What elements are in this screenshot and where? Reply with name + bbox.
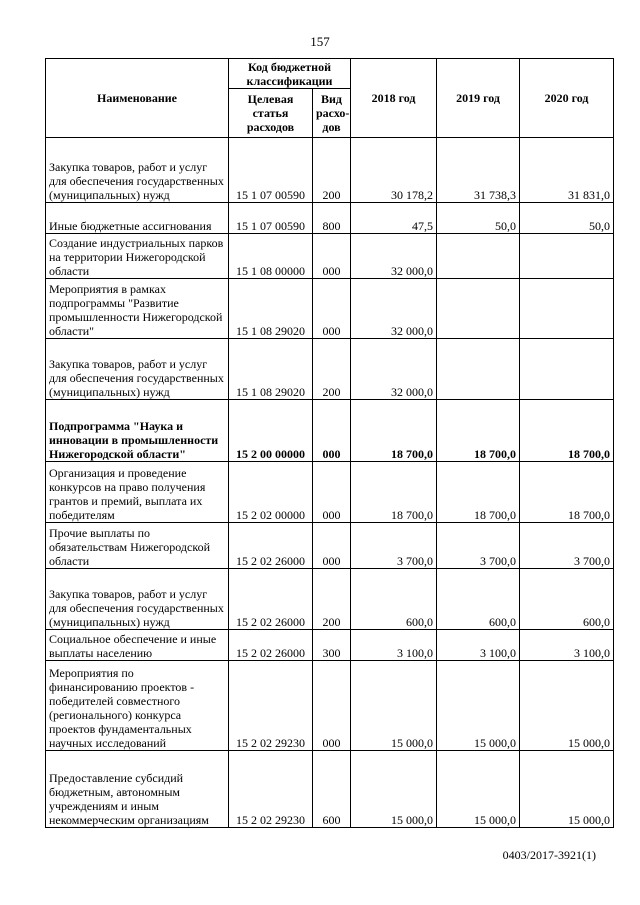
- row-amount-2019: 31 738,3: [437, 138, 520, 203]
- row-amount-2020: 3 100,0: [520, 630, 614, 661]
- table-row: [46, 203, 614, 234]
- table-row: [46, 400, 614, 462]
- row-amount-2020: 15 000,0: [520, 751, 614, 828]
- row-expense-type: 000: [313, 462, 351, 523]
- row-amount-2019: [437, 279, 520, 339]
- row-amount-2019: [437, 234, 520, 279]
- table-row: [46, 523, 614, 569]
- row-amount-2019: [437, 339, 520, 400]
- row-amount-2018: 32 000,0: [351, 339, 437, 400]
- row-amount-2020: [520, 339, 614, 400]
- row-amount-2019: 18 700,0: [437, 400, 520, 462]
- row-amount-2020: 15 000,0: [520, 661, 614, 751]
- row-name: Мероприятия по финансированию проектов - победителей совместного (регионального) конкурса проектов фундаментальных научных исследований: [46, 661, 229, 751]
- row-amount-2020: [520, 279, 614, 339]
- row-name: Прочие выплаты по обязательствам Нижегородской области: [46, 523, 229, 569]
- row-target-code: 15 1 07 00590: [229, 138, 313, 203]
- row-amount-2019: 3 700,0: [437, 523, 520, 569]
- budget-table: [45, 58, 614, 828]
- row-target-code: 15 2 02 26000: [229, 630, 313, 661]
- row-target-code: 15 2 02 29230: [229, 661, 313, 751]
- row-amount-2018: 3 700,0: [351, 523, 437, 569]
- row-target-code: 15 1 08 29020: [229, 279, 313, 339]
- table-row: [46, 751, 614, 828]
- row-amount-2018: 15 000,0: [351, 661, 437, 751]
- row-amount-2019: 600,0: [437, 569, 520, 630]
- row-amount-2020: 18 700,0: [520, 400, 614, 462]
- row-amount-2019: 15 000,0: [437, 751, 520, 828]
- row-name: Закупка товаров, работ и услуг для обеспечения государственных (муниципальных) нужд: [46, 138, 229, 203]
- row-name: Организация и проведение конкурсов на право получения грантов и премий, выплата их победителям: [46, 462, 229, 523]
- row-name: Создание индустриальных парков на территории Нижегородской области: [46, 234, 229, 279]
- row-name: Предоставление субсидий бюджетным, автономным учреждениям и иным некоммерческим организациям: [46, 751, 229, 828]
- row-expense-type: 200: [313, 138, 351, 203]
- row-name: Социальное обеспечение и иные выплаты населению: [46, 630, 229, 661]
- row-expense-type: 000: [313, 523, 351, 569]
- table-row: [46, 339, 614, 400]
- row-target-code: 15 1 08 29020: [229, 339, 313, 400]
- row-amount-2020: 600,0: [520, 569, 614, 630]
- row-expense-type: 000: [313, 279, 351, 339]
- row-amount-2018: 18 700,0: [351, 462, 437, 523]
- page-number: 157: [310, 34, 330, 49]
- row-target-code: 15 1 07 00590: [229, 203, 313, 234]
- header-target-article: Целевая статья расходов: [229, 89, 313, 138]
- row-expense-type: 000: [313, 400, 351, 462]
- row-target-code: 15 2 02 29230: [229, 751, 313, 828]
- row-target-code: 15 2 02 26000: [229, 523, 313, 569]
- row-expense-type: 000: [313, 234, 351, 279]
- row-amount-2018: 18 700,0: [351, 400, 437, 462]
- row-amount-2019: 15 000,0: [437, 661, 520, 751]
- row-target-code: 15 2 00 00000: [229, 400, 313, 462]
- row-expense-type: 200: [313, 569, 351, 630]
- row-amount-2019: 50,0: [437, 203, 520, 234]
- header-expense-type: Вид расхо- дов: [313, 89, 351, 138]
- row-amount-2018: 32 000,0: [351, 234, 437, 279]
- row-amount-2020: [520, 234, 614, 279]
- table-row: [46, 661, 614, 751]
- row-name: Закупка товаров, работ и услуг для обеспечения государственных (муниципальных) нужд: [46, 339, 229, 400]
- table-row: [46, 630, 614, 661]
- row-target-code: 15 2 02 00000: [229, 462, 313, 523]
- table-row: [46, 569, 614, 630]
- table-row: [46, 279, 614, 339]
- row-amount-2020: 50,0: [520, 203, 614, 234]
- row-expense-type: 300: [313, 630, 351, 661]
- row-amount-2020: 31 831,0: [520, 138, 614, 203]
- row-amount-2018: 3 100,0: [351, 630, 437, 661]
- row-expense-type: 600: [313, 751, 351, 828]
- row-name: Закупка товаров, работ и услуг для обеспечения государственных (муниципальных) нужд: [46, 569, 229, 630]
- row-name: Подпрограмма "Наука и инновации в промышленности Нижегородской области": [46, 400, 229, 462]
- header-budget-code: Код бюджетной классификации: [229, 59, 351, 89]
- header-2020: 2020 год: [520, 59, 614, 138]
- row-expense-type: 200: [313, 339, 351, 400]
- document-reference: 0403/2017-3921(1): [502, 848, 596, 862]
- row-name: Иные бюджетные ассигнования: [46, 203, 229, 234]
- row-name: Мероприятия в рамках подпрограммы "Развитие промышленности Нижегородской области": [46, 279, 229, 339]
- row-amount-2018: 600,0: [351, 569, 437, 630]
- row-amount-2018: 30 178,2: [351, 138, 437, 203]
- row-amount-2018: 32 000,0: [351, 279, 437, 339]
- row-amount-2019: 3 100,0: [437, 630, 520, 661]
- row-amount-2019: 18 700,0: [437, 462, 520, 523]
- row-expense-type: 000: [313, 661, 351, 751]
- row-amount-2018: 15 000,0: [351, 751, 437, 828]
- row-target-code: 15 1 08 00000: [229, 234, 313, 279]
- table-row: [46, 462, 614, 523]
- header-2018: 2018 год: [351, 59, 437, 138]
- header-2019: 2019 год: [437, 59, 520, 138]
- header-name: Наименование: [46, 59, 229, 138]
- row-expense-type: 800: [313, 203, 351, 234]
- row-target-code: 15 2 02 26000: [229, 569, 313, 630]
- row-amount-2020: 18 700,0: [520, 462, 614, 523]
- row-amount-2020: 3 700,0: [520, 523, 614, 569]
- row-amount-2018: 47,5: [351, 203, 437, 234]
- table-row: [46, 138, 614, 203]
- table-row: [46, 234, 614, 279]
